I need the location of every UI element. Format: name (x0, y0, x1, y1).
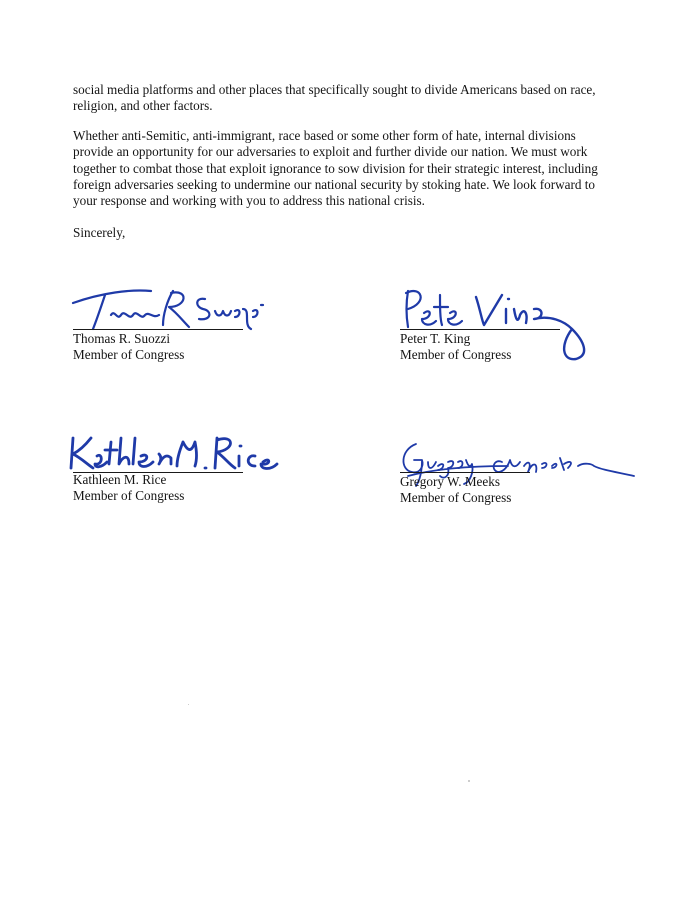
signatory-title: Member of Congress (400, 347, 512, 362)
signature-line (73, 329, 243, 330)
handwritten-signature-rice (67, 432, 287, 477)
closing-salutation: Sincerely, (73, 225, 126, 240)
scan-speck (188, 704, 189, 705)
signatory-title: Member of Congress (73, 347, 185, 362)
body-paragraph-1: social media platforms and other places that specifically sought to divide Americans based on race, religion, and other factors. (73, 82, 596, 114)
scan-speck (468, 780, 470, 782)
signature-line (400, 329, 560, 330)
signature-block-rice (73, 432, 333, 552)
signature-block-meeks (400, 436, 660, 556)
signatory-title: Member of Congress (400, 490, 512, 505)
signature-block-suozzi (73, 285, 333, 405)
signatory-name: Gregory W. Meeks (400, 474, 500, 489)
signatory-name: Peter T. King (400, 331, 471, 346)
signatory-name: Thomas R. Suozzi (73, 331, 171, 346)
signatory-name: Kathleen M. Rice (73, 472, 167, 487)
signature-block-king (400, 285, 660, 405)
handwritten-signature-suozzi (71, 285, 271, 335)
signatory-title: Member of Congress (73, 488, 185, 503)
body-paragraph-2: Whether anti-Semitic, anti-immigrant, race based or some other form of hate, internal divisions provide an opportunity for our adversaries to exploit and further divide our nation. We must work together to combat those that exploit ignorance to sow division for their strategic interest, including foreign adversaries seeking to undermine our national security by stoking hate. We look forward to your response and working with you to address this national crisis. (73, 128, 598, 209)
signature-line (400, 472, 530, 473)
